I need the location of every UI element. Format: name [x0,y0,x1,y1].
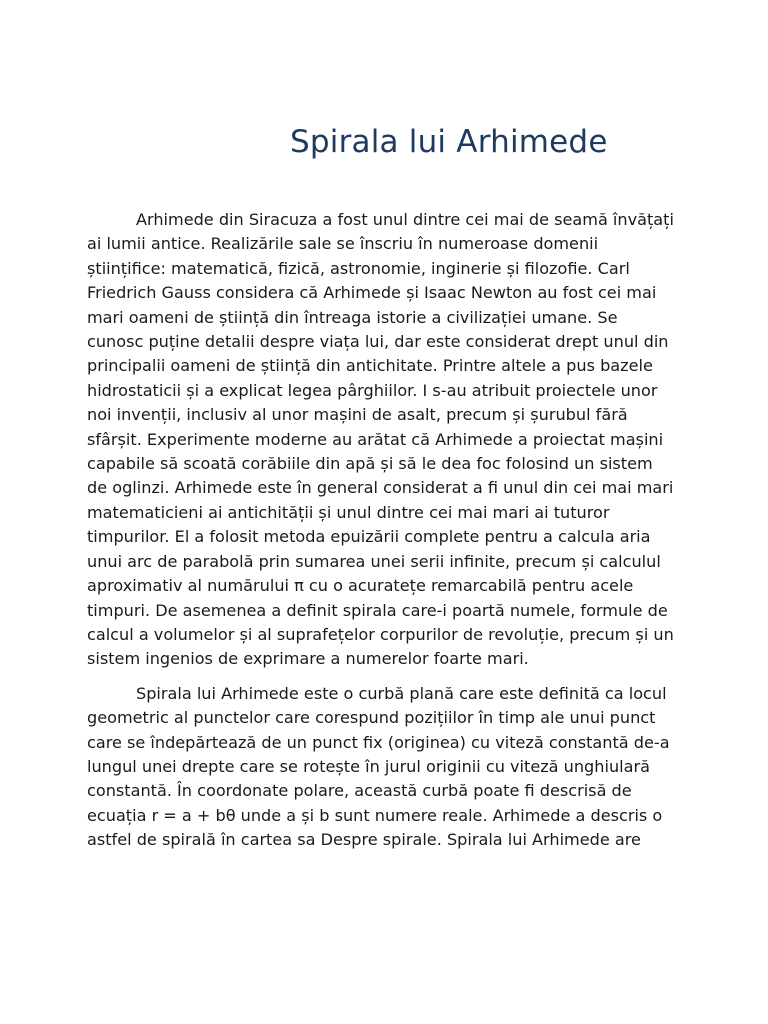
paragraph-intro: Arhimede din Siracuza a fost unul dintre cei mai de seamă învățați ai lumii antice. Realizările sale se înscriu în numeroase domenii științifice: matematică, fizică, astronomie, inginerie și filozofie. Carl Friedrich Gauss considera că Arhimede și Isaac Newton au fost cei mai mari oameni de știință din întreaga istorie a civilizației umane. Se cunosc puține detalii despre viața lui, dar este considerat drept unul din principalii oameni de știință din antichitate. Printre altele a pus bazele hidrostaticii și a explicat legea pârghiilor. I s-au atribuit proiectele unor noi invenții, inclusiv al unor mașini de asalt, precum și șurubul fără sfârșit. Experimente moderne au arătat că Arhimede a proiectat mașini capabile să scoată corăbiile din apă și să le dea foc folosind un sistem de oglinzi. Arhimede este în general considerat a fi unul din cei mai mari matematicieni ai antichității și unul dintre cei mai mari ai tuturor timpurilor. El a folosit metoda epuizării complete pentru a calcula aria unui arc de parabolă prin sumarea unei serii infinite, precum și calculul aproximativ al numărului π cu o acuratețe remarcabilă pentru acele timpuri. De asemenea a definit spirala care-i poartă numele, formule de calcul a volumelor și al suprafețelor corpurilor de revoluție, precum și un sistem ingenios de exprimare a numerelor foarte mari. [87,210,674,669]
paragraph-spiral-definition: Spirala lui Arhimede este o curbă plană care este definită ca locul geometric al punctelor care corespund pozițiilor în timp ale unui punct care se îndepărtează de un punct fix (originea) cu viteză constantă de-a lungul unei drepte care se rotește în jurul originii cu viteză unghiulară constantă. În coordonate polare, această curbă poate fi descrisă de ecuația r = a + bθ unde a și b sunt numere reale. Arhimede a descris o astfel de spirală în cartea sa Despre spirale. Spirala lui Arhimede are [87,683,670,850]
document-body [87,208,677,863]
document-title: Spirala lui Arhimede [290,124,608,160]
